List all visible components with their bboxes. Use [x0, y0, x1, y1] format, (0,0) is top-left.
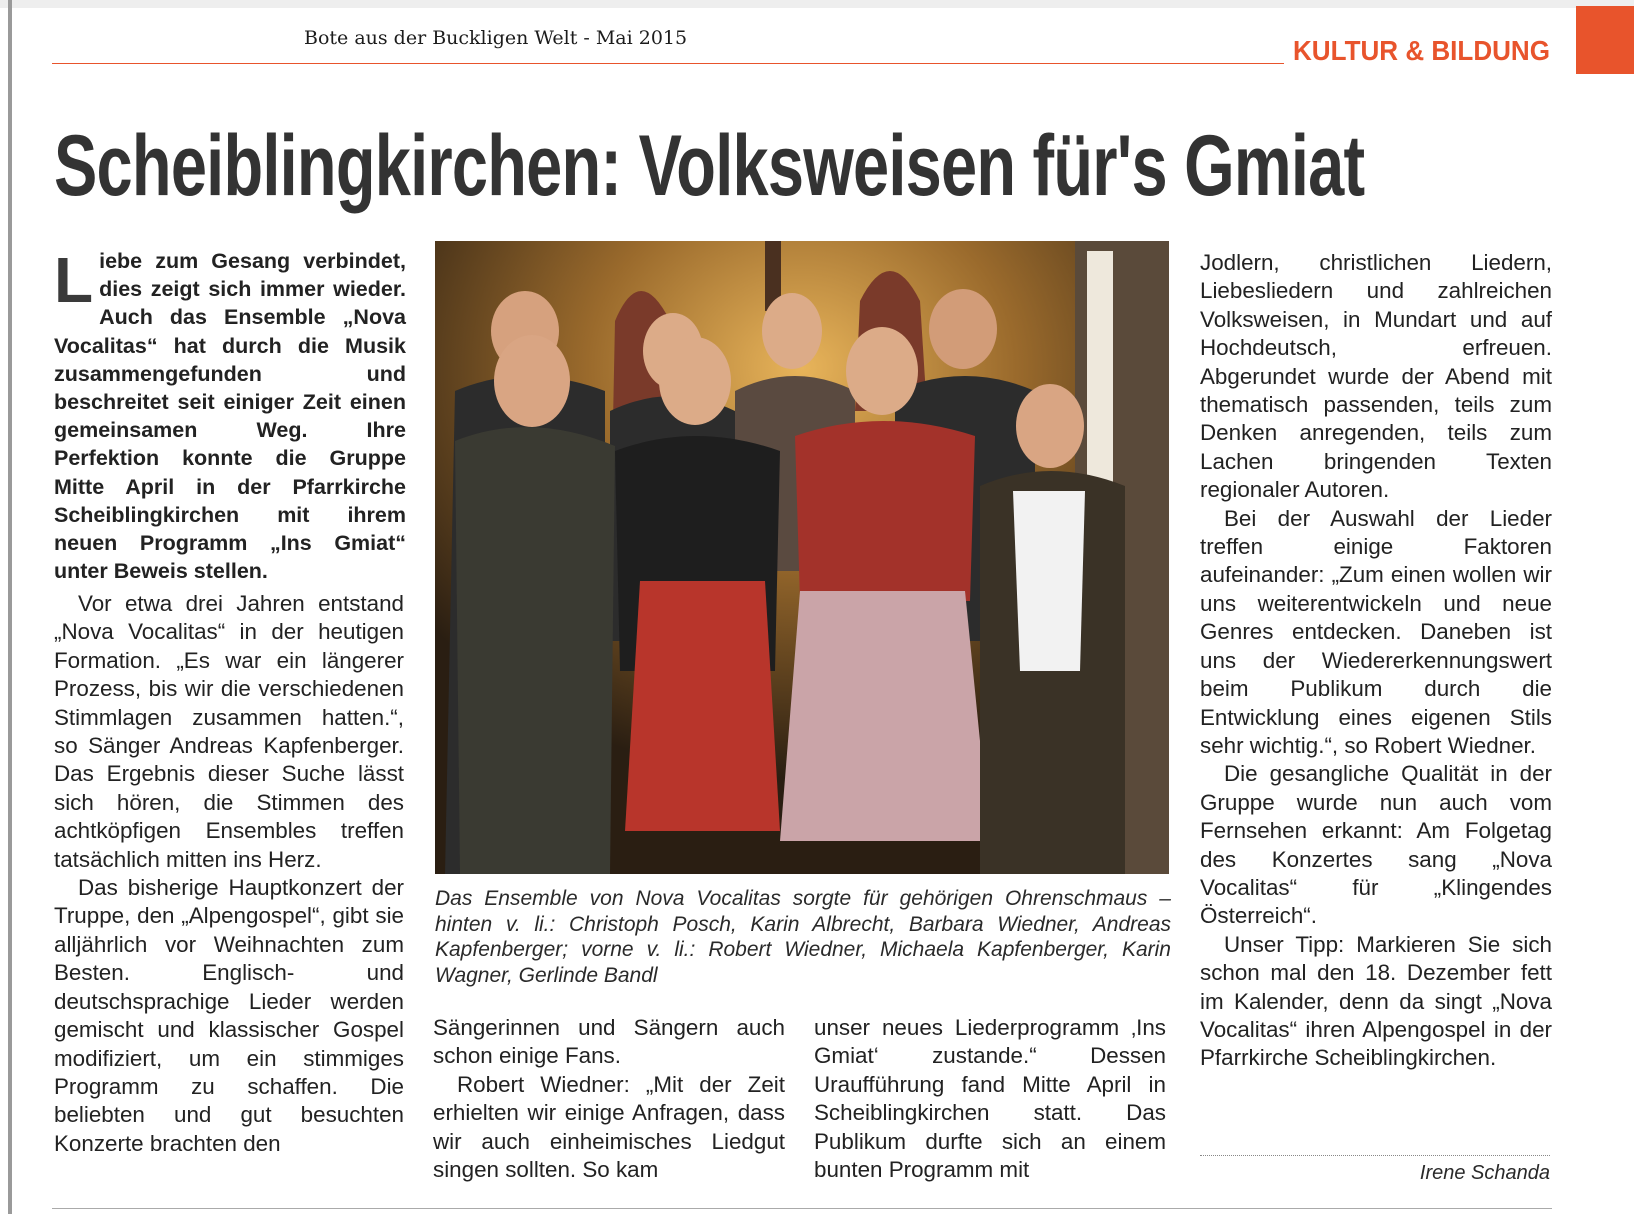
text-column-2 [433, 1014, 785, 1184]
lead-text: iebe zum Gesang verbindet, dies zeigt sich immer wieder. Auch das Ensemble „Nova Vocalitas“ hat durch die Musik zusammengefunden und beschreitet seit einiger Zeit einen gemeinsamen Weg. Ihre Perfektion konnte die Gruppe Mitte April in der Pfarrkirche Scheiblingkirchen mit ihrem neuen Programm „Ins Gmiat“ unter Beweis stellen. [54, 249, 406, 584]
page-left-edge [8, 0, 12, 1214]
drop-cap: L [54, 244, 94, 316]
section-color-tab [1576, 6, 1634, 74]
ensemble-photo [435, 241, 1169, 874]
paragraph: Das bisherige Hauptkonzert der Truppe, den „Alpengospel“, gibt sie alljährlich vor Weihnachten zum Besten. Englisch- und deutschsprachige Lieder werden gemischt und klassischer Gospel modifiziert, um ein stimmiges Programm zu schaffen. Die beliebten und gut besuchten Konzerte brachten den [54, 875, 404, 1156]
paragraph: Jodlern, christlichen Liedern, Liebesliedern und zahlreichen Volksweisen, in Mundart und auf Hochdeutsch, erfreuen. Abgerundet wurde der Abend mit thematisch passenden, teils zum Denken anregenden, teils zum Lachen bringenden Texten regionaler Autoren. [1200, 250, 1552, 503]
author-name: Irene Schanda [1419, 1162, 1550, 1184]
paragraph: Vor etwa drei Jahren entstand „Nova Vocalitas“ in der heutigen Formation. „Es war ein längerer Prozess, bis wir die verschiedenen Stimmlagen zusammen hatten.“, so Sänger Andreas Kapfenberger. Das Ergebnis dieser Suche lässt sich hören, die Stimmen des achtköpfigen Ensembles treffen tatsächlich mitten ins Herz. [54, 591, 404, 872]
text-column-1 [54, 590, 404, 1158]
author-divider [1200, 1155, 1550, 1156]
ensemble-photo-illustration [435, 241, 1169, 874]
article-lead [54, 244, 406, 585]
article-headline: Scheiblingkirchen: Volksweisen für's Gmiat [54, 118, 1365, 214]
page-bottom-rule [52, 1208, 1552, 1209]
paragraph: Die gesangliche Qualität in der Gruppe wurde nun auch vom Fernsehen erkannt: Am Folgetag des Konzertes sang „Nova Vocalitas“ für „Klingendes Österreich“. [1200, 761, 1552, 929]
paragraph: Robert Wiedner: „Mit der Zeit erhielten wir einige Anfragen, dass wir auch einheimisches Liedgut singen sollten. So kam [433, 1071, 785, 1183]
text-column-4 [1200, 249, 1552, 1073]
paragraph: Unser Tipp: Markieren Sie sich schon mal den 18. Dezember fett im Kalender, denn da singt „Nova Vocalitas“ ihren Alpengospel in der Pfarrkirche Scheiblingkirchen. [1200, 931, 1552, 1071]
publication-line: Bote aus der Buckligen Welt - Mai 2015 [304, 27, 688, 49]
photo-caption: Das Ensemble von Nova Vocalitas sorgte für gehörigen Ohrenschmaus – hinten v. li.: Christoph Posch, Karin Albrecht, Barbara Wiedner, Andreas Kapfenberger; vorne v. li.: Robert Wiedner, Michaela Kapfenberger, Karin Wagner, Gerlinde Bandl [435, 887, 1171, 987]
paragraph: Sängerinnen und Sängern auch schon einige Fans. [433, 1015, 785, 1069]
page-top-strip [0, 0, 1634, 8]
section-label: KULTUR & BILDUNG [1293, 35, 1550, 66]
text-column-3 [814, 1014, 1166, 1184]
header-divider [52, 63, 1284, 64]
paragraph: Bei der Auswahl der Lieder treffen einige Faktoren aufeinander: „Zum einen wollen wir uns weiterentwickeln und neue Genres entdecken. Daneben ist uns der Wiedererkennungswert beim Publikum durch die Entwicklung eines eigenen Stils sehr wichtig.“, so Robert Wiedner. [1200, 505, 1552, 758]
paragraph: unser neues Liederprogramm ‚Ins Gmiat‘ zustande.“ Dessen Uraufführung fand Mitte April in Scheiblingkirchen statt. Das Publikum durfte sich an einem bunten Programm mit [814, 1015, 1166, 1183]
